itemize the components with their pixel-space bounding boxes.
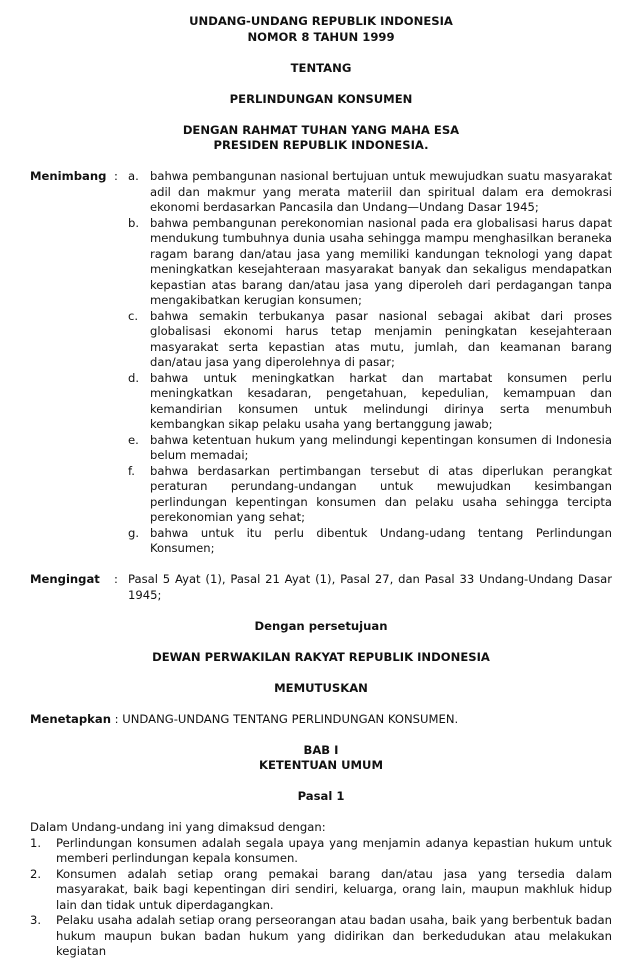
item-text: bahwa untuk itu perlu dibentuk Undang-udang tentang Perlindungan Konsumen; [150, 525, 612, 555]
menimbang-item [128, 169, 612, 216]
definition-item [30, 836, 612, 867]
menimbang-colon: : [114, 169, 118, 183]
menetapkan-label: Menetapkan [30, 711, 111, 726]
item-text: Perlindungan konsumen adalah segala upaya yang menjamin adanya kepastian hukum untuk memberi perlindungan kepala konsumen. [56, 835, 612, 865]
menimbang-section [30, 169, 612, 557]
dpr-heading: DEWAN PERWAKILAN RAKYAT REPUBLIK INDONESIA [152, 649, 490, 664]
mengingat-text: Pasal 5 Ayat (1), Pasal 21 Ayat (1), Pasal 27, dan Pasal 33 Undang-Undang Dasar 1945; [128, 572, 612, 602]
item-marker: 2. [30, 866, 42, 881]
menimbang-label: Menimbang [30, 169, 107, 183]
item-marker: 1. [30, 835, 42, 850]
law-subject: PERLINDUNGAN KONSUMEN [229, 91, 413, 106]
menimbang-item [128, 216, 612, 309]
bab-title: BAB I [303, 742, 339, 757]
menetapkan-text: : UNDANG-UNDANG TENTANG PERLINDUNGAN KONSUMEN. [114, 711, 459, 726]
item-marker: g. [128, 525, 140, 540]
bab-subtitle: KETENTUAN UMUM [258, 758, 383, 772]
law-title: UNDANG-UNDANG REPUBLIK INDONESIA [189, 14, 453, 28]
persetujuan-heading: Dengan persetujuan [254, 618, 388, 633]
mengingat-label: Mengingat [30, 572, 100, 586]
pasal-title: Pasal 1 [297, 789, 345, 803]
item-text: bahwa ketentuan hukum yang melindungi kepentingan konsumen di Indonesia belum memadai; [150, 432, 612, 462]
mengingat-section [30, 572, 612, 603]
item-text: bahwa pembangunan perekonomian nasional pada era globalisasi harus dapat mendukung tumbuhnya dunia usaha sehingga mampu menghasilkan beraneka ragam barang dan/atau jasa yang memiliki kandungan teknologi yang dapat meningkatkan kesejahteraan masyarakat banyak dan sekaligus mendapatkan kepastian atas barang dan/atau jasa yang diperoleh dari perdagangan tanpa mengakibatkan kerugian konsumen; [150, 215, 612, 307]
pasal-intro: Dalam Undang-undang ini yang dimaksud dengan: [30, 820, 326, 834]
mengingat-colon: : [114, 572, 118, 586]
menimbang-item [128, 371, 612, 433]
menetapkan-line [30, 712, 612, 728]
menimbang-item [128, 464, 612, 526]
definition-item [30, 913, 612, 960]
menimbang-item [128, 309, 612, 371]
menimbang-item [128, 526, 612, 557]
item-marker: f. [128, 463, 135, 478]
item-text: bahwa berdasarkan pertimbangan tersebut di atas diperlukan perangkat peraturan perundang-undangan untuk mewujudkan kesimbangan perlindungan kepentingan konsumen dan pelaku usaha sehingga tercipta perekonomian yang sehat; [150, 463, 612, 524]
item-marker: 3. [30, 913, 42, 927]
item-text: bahwa untuk meningkatkan harkat dan martabat konsumen perlu meningkatkan kesadaran, pengetahuan, kepedulian, kemampuan dan kemandirian konsumen untuk melindungi dirinya serta menumbuh kembangkan sikap pelaku usaha yang bertanggung jawab; [150, 370, 612, 431]
item-marker: c. [128, 308, 139, 323]
item-text: Pelaku usaha adalah setiap orang perseorangan atau badan usaha, baik yang berbentuk badan hukum maupun bukan badan hukum yang didirikan dan berkedudukan atau melakukan kegiatan [56, 913, 612, 958]
definition-item [30, 867, 612, 914]
rahmat-line-1: DENGAN RAHMAT TUHAN YANG MAHA ESA [182, 122, 460, 137]
item-marker: b. [128, 215, 140, 230]
memutuskan-heading: MEMUTUSKAN [274, 680, 368, 695]
tentang-heading: TENTANG [290, 60, 352, 75]
menimbang-item [128, 433, 612, 464]
item-marker: d. [128, 370, 140, 385]
menimbang-list [128, 169, 612, 557]
law-number: NOMOR 8 TAHUN 1999 [247, 29, 395, 44]
item-marker: a. [128, 169, 139, 183]
item-marker: e. [128, 432, 139, 447]
rahmat-line-2: PRESIDEN REPUBLIK INDONESIA. [213, 138, 429, 152]
document-page [30, 14, 612, 960]
item-text: bahwa semakin terbukanya pasar nasional sebagai akibat dari proses globalisasi ekonomi harus tetap menjamin peningkatan kesejahteraan masyarakat serta kepastian atas mutu, jumlah, dan keamanan barang dan/atau jasa yang diperolehnya di pasar; [150, 308, 612, 369]
item-text: bahwa pembangunan nasional bertujuan untuk mewujudkan suatu masyarakat adil dan makmur yang merata materiil dan spiritual dalam era demokrasi ekonomi berdasarkan Pancasila dan Undang—Undang Dasar 1945; [150, 169, 612, 214]
item-text: Konsumen adalah setiap orang pemakai barang dan/atau jasa yang tersedia dalam masyarakat, baik bagi kepentingan diri sendiri, keluarga, orang lain, maupun makhluk hidup lain dan tidak untuk diperdagangkan. [56, 866, 612, 912]
